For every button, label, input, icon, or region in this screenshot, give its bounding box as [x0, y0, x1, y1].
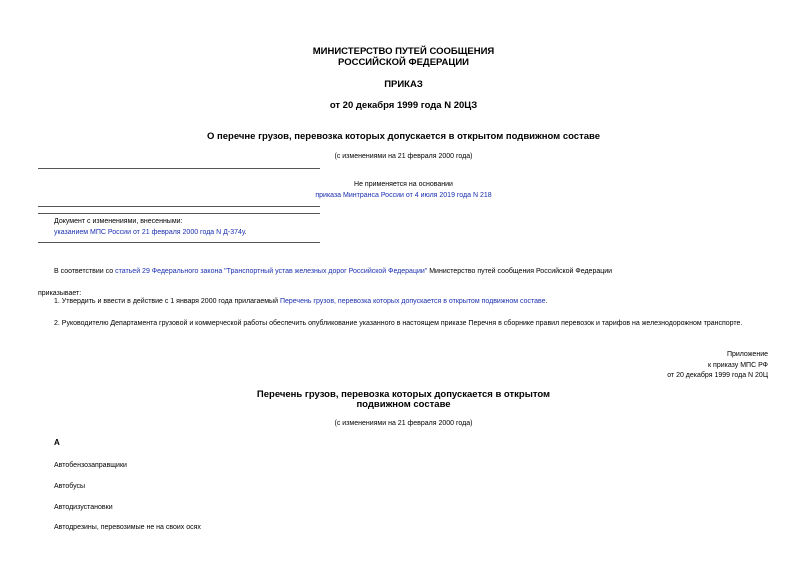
order-item-1	[54, 297, 548, 306]
amend-note-link[interactable]: указанием МПС России от 21 февраля 2000 года N Д-374у	[54, 229, 245, 236]
order-item-1-prefix: 1. Утвердить и ввести в действие с 1 января 2000 года прилагаемый	[54, 298, 280, 305]
divider	[38, 242, 320, 243]
amend-note-tail: .	[244, 229, 247, 236]
section-letter: А	[54, 438, 60, 447]
preamble-prefix: В соответствии со	[54, 268, 116, 275]
list-changes: (с изменениями на 21 февраля 2000 года)	[334, 420, 473, 427]
appendix-line-2: к приказу МПС РФ	[708, 362, 768, 369]
doc-type: ПРИКАЗ	[384, 79, 423, 90]
doc-changes: (с изменениями на 21 февраля 2000 года)	[334, 153, 473, 160]
divider	[38, 213, 320, 214]
law-article-link[interactable]: статьей 29 Федерального закона "Транспортный устав железных дорог Российской Федерации"	[115, 268, 428, 275]
orders-word: приказывает:	[38, 290, 82, 297]
status-note-link[interactable]: приказа Минтранса России от 4 июля 2019 года N 218	[315, 192, 492, 199]
list-link[interactable]: Перечень грузов, перевозка которых допускается в открытом подвижном составе	[279, 298, 546, 305]
list-item: Автодрезины, перевозимые не на своих осях	[54, 524, 201, 531]
preamble-suffix: Министерство путей сообщения Российской Федерации	[427, 268, 613, 275]
doc-date: от 20 декабря 1999 года N 20ЦЗ	[329, 100, 478, 111]
divider	[38, 168, 320, 169]
order-item-2: 2. Руководителю Департамента грузовой и коммерческой работы обеспечить опубликование указанного в настоящем приказе Перечня в сборнике правил перевозок и тарифов на железнодорожном транспорте.	[54, 320, 743, 327]
divider	[38, 206, 320, 207]
amend-note-line	[54, 228, 247, 237]
list-item: Автодизустановки	[54, 504, 113, 511]
doc-title: О перечне грузов, перевозка которых допускается в открытом подвижном составе	[207, 131, 600, 142]
ministry-line-1: МИНИСТЕРСТВО ПУТЕЙ СООБЩЕНИЯ	[312, 46, 495, 57]
list-title-line-1: Перечень грузов, перевозка которых допускается в открытом	[256, 389, 551, 400]
amend-note-text: Документ с изменениями, внесенными:	[54, 218, 183, 225]
order-item-1-tail: .	[545, 298, 548, 305]
appendix-line-3: от 20 декабря 1999 года N 20Ц	[667, 372, 768, 379]
list-title-line-2: подвижном составе	[356, 399, 451, 410]
status-note-text: Не применяется на основании	[354, 181, 453, 188]
ministry-line-2: РОССИЙСКОЙ ФЕДЕРАЦИИ	[337, 57, 469, 68]
list-item: Автобензозаправщики	[54, 462, 127, 469]
list-item: Автобусы	[54, 483, 86, 490]
preamble	[54, 267, 612, 276]
appendix-line-1: Приложение	[726, 351, 768, 358]
